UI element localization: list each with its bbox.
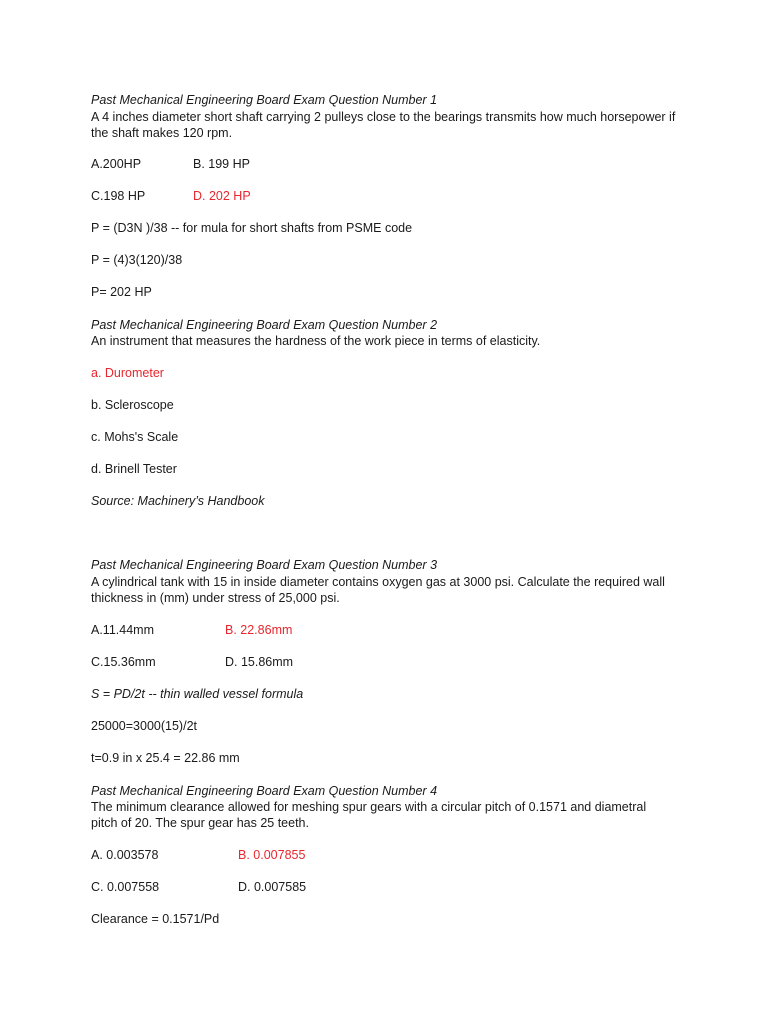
question-4-text-line-1: The minimum clearance allowed for meshing spur gears with a circular pitch of 0.1571 and diametral bbox=[91, 800, 647, 814]
question-3-solution-line-1: 25000=3000(15)/2t bbox=[91, 719, 197, 733]
question-3-choice-c: C.15.36mm bbox=[91, 655, 156, 669]
question-3-text-line-1: A cylindrical tank with 15 in inside diameter contains oxygen gas at 3000 psi. Calculate the required wall bbox=[91, 575, 665, 589]
question-4-choice-a: A. 0.003578 bbox=[91, 848, 159, 862]
question-1-text-line-2: the shaft makes 120 rpm. bbox=[91, 126, 233, 140]
question-4-choice-b-answer: B. 0.007855 bbox=[238, 848, 306, 862]
question-1-heading: Past Mechanical Engineering Board Exam Question Number 1 bbox=[91, 93, 438, 107]
question-2-choice-d: d. Brinell Tester bbox=[91, 462, 177, 476]
question-4-text-line-2: pitch of 20. The spur gear has 25 teeth. bbox=[91, 816, 309, 830]
question-3-solution-line-2: t=0.9 in x 25.4 = 22.86 mm bbox=[91, 751, 240, 765]
question-3-choice-d: D. 15.86mm bbox=[225, 655, 294, 669]
question-2-source: Source: Machinery’s Handbook bbox=[91, 494, 265, 508]
question-2-text-line-1: An instrument that measures the hardness of the work piece in terms of elasticity. bbox=[91, 334, 541, 348]
question-4-heading: Past Mechanical Engineering Board Exam Question Number 4 bbox=[91, 784, 438, 798]
question-3-heading: Past Mechanical Engineering Board Exam Question Number 3 bbox=[91, 558, 438, 572]
question-1-choice-c: C.198 HP bbox=[91, 189, 146, 203]
question-3-choice-a: A.11.44mm bbox=[91, 623, 154, 637]
question-1-solution-line-1: P = (D3N )/38 -- for mula for short shafts from PSME code bbox=[91, 221, 413, 235]
question-3-choice-b-answer: B. 22.86mm bbox=[225, 623, 293, 637]
question-2-choice-b: b. Scleroscope bbox=[91, 398, 174, 412]
question-2-choice-c: c. Mohs's Scale bbox=[91, 430, 179, 444]
question-1-text-line-1: A 4 inches diameter short shaft carrying 2 pulleys close to the bearings transmits how much horsepower if bbox=[91, 110, 676, 124]
question-2-choice-a-answer: a. Durometer bbox=[91, 366, 164, 380]
question-1-choice-d-answer: D. 202 HP bbox=[193, 189, 251, 203]
question-4-choice-d: D. 0.007585 bbox=[238, 880, 307, 894]
question-1-choice-b: B. 199 HP bbox=[193, 157, 250, 171]
question-4-choice-c: C. 0.007558 bbox=[91, 880, 160, 894]
question-1-choice-a: A.200HP bbox=[91, 157, 142, 171]
question-4-solution-line-1: Clearance = 0.1571/Pd bbox=[91, 912, 220, 926]
question-2-heading: Past Mechanical Engineering Board Exam Question Number 2 bbox=[91, 318, 438, 332]
question-1-solution-line-3: P= 202 HP bbox=[91, 285, 152, 299]
question-3-text-line-2: thickness in (mm) under stress of 25,000 psi. bbox=[91, 591, 340, 605]
question-1-solution-line-2: P = (4)3(120)/38 bbox=[91, 253, 183, 267]
question-3-formula: S = PD/2t -- thin walled vessel formula bbox=[91, 687, 304, 701]
